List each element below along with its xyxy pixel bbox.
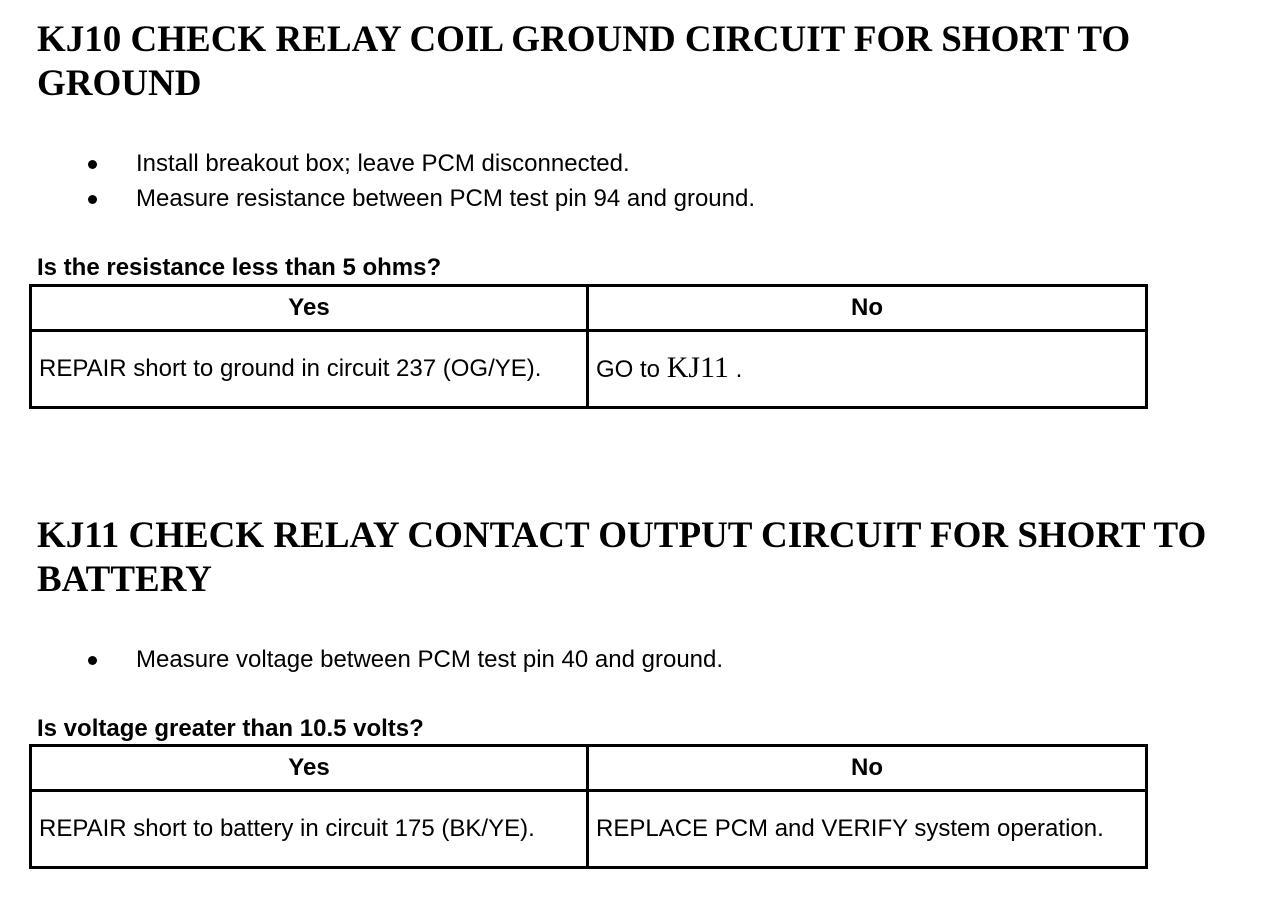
yes-action-cell (31, 791, 588, 868)
no-action-cell (588, 791, 1147, 868)
step-kj11-heading: KJ11 CHECK RELAY CONTACT OUTPUT CIRCUIT FOR SHORT TO BATTERY (37, 515, 1207, 600)
yes-action-text: REPAIR short to ground in circuit 237 (OG/YE). (39, 355, 542, 382)
list-item (0, 181, 1200, 216)
instruction-text: Measure resistance between PCM test pin 94 and ground. (136, 185, 756, 212)
list-item (0, 642, 1200, 677)
step-kj11-instructions (0, 642, 1200, 677)
yes-column-header: Yes (31, 746, 588, 791)
list-item (0, 146, 1200, 181)
yes-action-text: REPAIR short to battery in circuit 175 (BK/YE). (39, 815, 535, 842)
step-kj10-question: Is the resistance less than 5 ohms? (37, 254, 442, 281)
no-action-prefix: GO to (596, 356, 667, 383)
yes-column-header: Yes (31, 286, 588, 331)
no-column-header: No (588, 746, 1147, 791)
no-action-text: REPLACE PCM and VERIFY system operation. (596, 815, 1104, 842)
bullet-icon (88, 195, 97, 204)
step-kj11-decision-table (29, 744, 1148, 869)
no-action-cell (588, 331, 1147, 408)
bullet-icon (88, 656, 97, 665)
no-action-suffix: . (728, 356, 743, 383)
step-kj10-heading: KJ10 CHECK RELAY COIL GROUND CIRCUIT FOR SHORT TO GROUND (37, 19, 1131, 104)
bullet-icon (88, 160, 97, 169)
no-column-header: No (588, 286, 1147, 331)
goto-kj11-link[interactable]: KJ11 (666, 351, 729, 384)
instruction-text: Install breakout box; leave PCM disconnected. (136, 150, 630, 177)
step-kj11-question: Is voltage greater than 10.5 volts? (37, 715, 424, 742)
yes-action-cell (31, 331, 588, 408)
step-kj10-instructions (0, 146, 1200, 216)
instruction-text: Measure voltage between PCM test pin 40 and ground. (136, 646, 724, 673)
step-kj10-decision-table (29, 284, 1148, 409)
